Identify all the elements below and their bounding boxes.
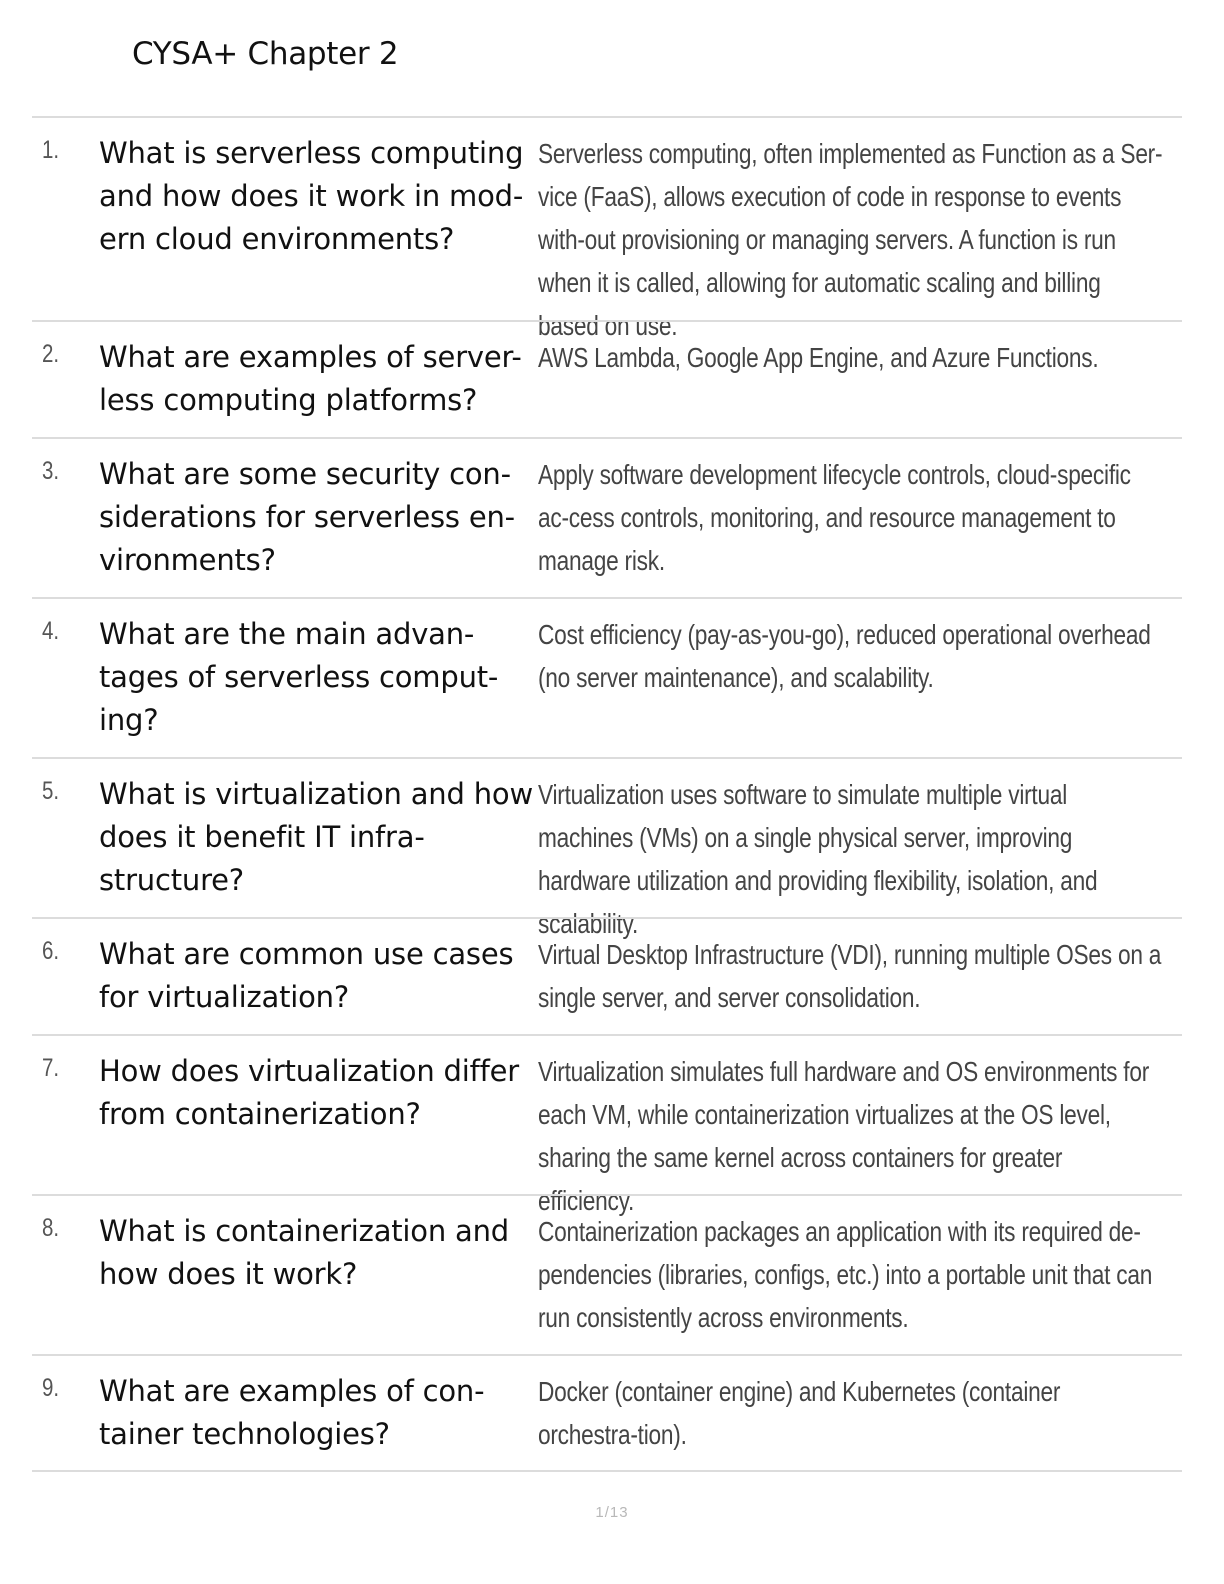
document-title: CYSA+ Chapter 2 [132,36,399,72]
card-term: What are the main advan-tages of serverless comput-ing? [99,617,499,737]
flashcard [32,116,1182,341]
card-number: 8. [42,1214,60,1242]
flashcard [32,320,1182,437]
card-term: What are some security con-siderations for serverless en-vironments? [99,457,515,577]
card-definition: Virtual Desktop Infrastructure (VDI), running multiple OSes on a single server, and server consolidation. [538,939,1162,1013]
card-definition: Virtualization uses software to simulate multiple virtual machines (VMs) on a single physical server, improving hardware utilization and providing flexibility, isolation, and scalability. [538,779,1098,939]
flashcard [32,757,1182,939]
card-number: 7. [42,1054,60,1082]
flashcard-list [32,116,1182,1472]
card-term: What is virtualization and how does it benefit IT infra-structure? [99,777,533,897]
card-number: 5. [42,777,60,805]
flashcard [32,597,1182,757]
flashcard [32,1034,1182,1216]
card-term: What are examples of con-tainer technologies? [99,1374,485,1451]
card-number: 3. [42,457,60,485]
card-definition: Cost efficiency (pay-as-you-go), reduced operational overhead (no server maintenance), and scalability. [538,619,1151,693]
flashcard [32,917,1182,1034]
card-term: How does virtualization differ from containerization? [99,1054,519,1131]
card-number: 2. [42,340,60,368]
card-term: What is containerization and how does it work? [99,1214,509,1291]
card-definition: Docker (container engine) and Kubernetes (container orchestra-tion). [538,1376,1061,1450]
card-number: 9. [42,1374,60,1402]
card-definition: Virtualization simulates full hardware and OS environments for each VM, while containerization virtualizes at the OS level, sharing the same kernel across containers for greater efficiency. [538,1056,1150,1216]
flashcard [32,1194,1182,1354]
page-number: 1/13 [595,1504,629,1521]
card-definition: Containerization packages an application with its required de-pendencies (libraries, configs, etc.) into a portable unit that can run consistently across environments. [538,1216,1153,1333]
card-term: What is serverless computing and how does it work in mod-ern cloud environments? [99,136,524,256]
card-term: What are examples of server-less computing platforms? [99,340,522,417]
flashcard [32,437,1182,597]
card-number: 1. [42,136,60,164]
card-number: 4. [42,617,60,645]
card-definition: Apply software development lifecycle controls, cloud-specific ac-cess controls, monitoring, and resource management to manage risk. [538,459,1131,576]
flashcard [32,1354,1182,1472]
card-number: 6. [42,937,60,965]
card-definition: Serverless computing, often implemented as Function as a Ser-vice (FaaS), allows execution of code in response to events with-out provisioning or managing servers. A function is run when it is called, allowing for automatic scaling and billing based on use. [538,138,1163,341]
card-definition: AWS Lambda, Google App Engine, and Azure Functions. [538,342,1099,373]
card-term: What are common use cases for virtualization? [99,937,514,1014]
